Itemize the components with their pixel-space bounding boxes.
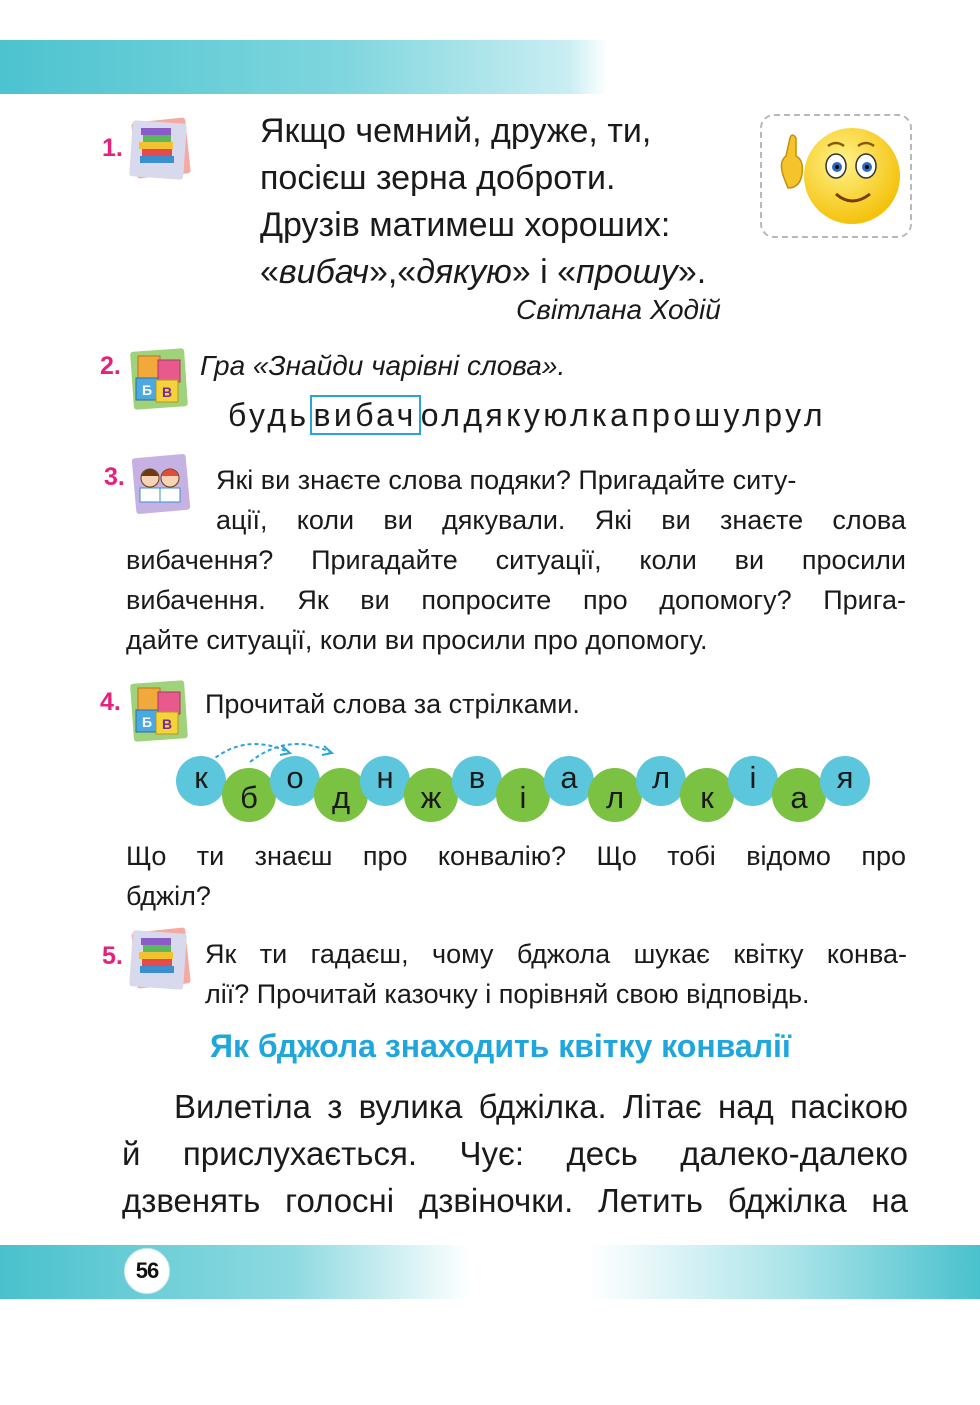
svg-text:Б: Б [141,714,153,730]
game-title: Гра «Знайди чарівні слова». [200,350,566,381]
chain-highlighted-word: вибач [310,395,421,435]
task5-line: лії? Прочитай казочку і порівняй свою відповідь. [205,979,810,1009]
poem-line [260,249,706,296]
task3-line: ації, коли ви дякували. Які ви знаєте слова [216,505,906,535]
quote-mark: « [260,253,279,291]
task-number-4: 4. [100,688,121,716]
task-number-1: 1. [102,134,123,162]
word-chain [228,397,826,434]
letter-circle: і [496,768,550,822]
task3-line: дайте ситуації, коли ви просили про допомогу. [126,625,708,655]
magic-word: прошу [576,253,678,291]
letter-circle: к [680,768,734,822]
story-line: Вилетіла з вулика бджілка. Літає над пасікою [174,1088,908,1125]
children-reading-icon [128,450,188,510]
letter-circle: н [360,756,410,806]
task5-line: Як ти гадаєш, чому бджола шукає квітку конва- [205,939,907,969]
letter-circle: л [588,768,642,822]
letter-circle: ж [404,768,458,822]
letter-circle: а [772,768,826,822]
chain-part: олдякуюлкапрошулрул [420,397,826,433]
task3-line: вибачення? Пригадайте ситуації, коли ви просили [126,545,906,575]
books-icon [128,116,188,176]
task-number-3: 3. [104,463,125,491]
poem-line: Якщо чемний, друже, ти, [260,112,652,150]
quote-mark: ». [677,253,707,291]
story-line: й прислухається. Чує: десь далеко-далеко [122,1135,908,1172]
task-number-2: 2. [100,352,121,380]
task3-line: вибачення. Як ви попросите про допомогу? Прига- [126,585,906,615]
letter-circle: я [820,756,870,806]
poem-author: Світлана Ходій [516,294,721,325]
task4-question-line: Що ти знаєш про конвалію? Що тобі відомо про [126,841,906,871]
svg-text:В: В [161,716,173,732]
story-line: дзвенять голосні дзвіночки. Летить бджілка на [122,1182,908,1219]
story-text [122,1083,908,1224]
magic-word: дякую [416,253,512,291]
books-icon [128,926,188,986]
alphabet-blocks-icon [128,346,188,406]
poem-line: Друзів матимеш хороших: [260,206,671,244]
chain-part: будь [228,397,310,433]
letter-chain [170,728,890,828]
poem-line: посієш зерна доброти. [260,159,616,197]
task3-line: Які ви знаєте слова подяки? Пригадайте ситу- [216,465,797,495]
letter-circle: б [222,768,276,822]
smiley-pointing-icon [762,116,910,236]
task-number-5: 5. [102,942,123,970]
letter-circle: а [544,756,594,806]
letter-circle: о [270,756,320,806]
page-number: 56 [124,1248,170,1294]
quote-mark: » і « [511,253,577,291]
letter-circle: і [728,756,778,806]
smiley-frame [760,114,912,238]
header-band [0,40,980,94]
letter-circle: л [636,756,686,806]
letter-circle: в [452,756,502,806]
quote-mark: »,« [368,253,417,291]
poem [260,108,706,296]
magic-word: вибач [278,253,369,291]
svg-text:В: В [161,384,173,400]
letter-circle: к [176,756,226,806]
task4-question-line: бджіл? [126,881,211,911]
task4-title: Прочитай слова за стрілками. [205,689,580,719]
svg-text:Б: Б [141,382,153,398]
story-title: Як бджола знаходить квітку конвалії [210,1028,791,1064]
letter-circle: д [314,768,368,822]
